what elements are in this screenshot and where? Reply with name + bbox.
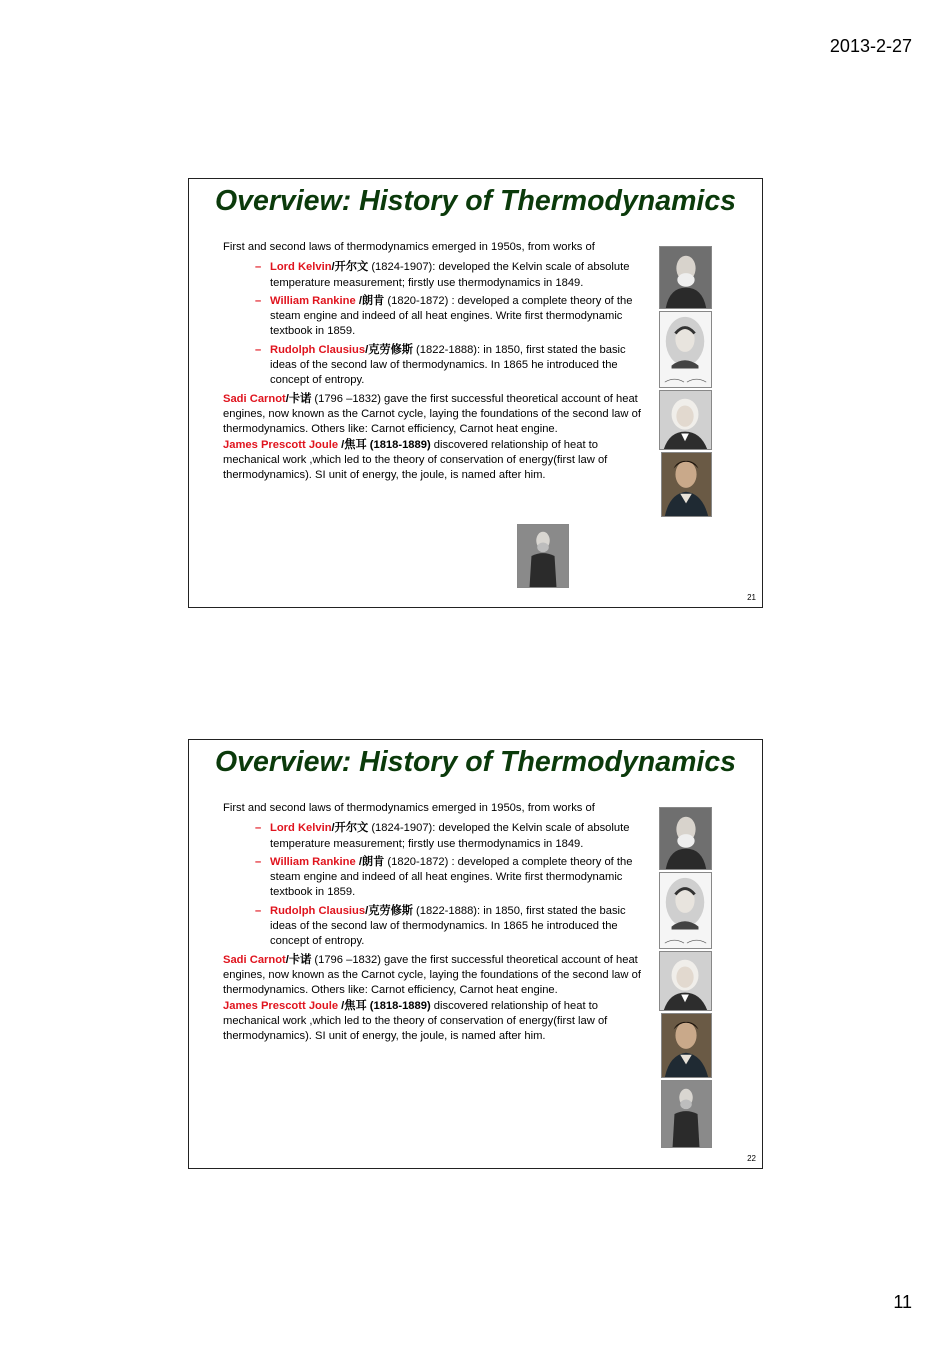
name-carnot: Sadi Carnot — [223, 953, 286, 966]
bullet-list — [223, 260, 643, 388]
name-kelvin: Lord Kelvin — [270, 822, 332, 835]
slide-21 — [188, 178, 763, 608]
name-clausius: Rudolph Clausius — [270, 343, 366, 356]
cn-name-kelvin: /开尔文 — [331, 261, 369, 274]
bullet-rankine — [223, 855, 643, 901]
slide-number: 22 — [747, 1154, 756, 1163]
page-date: 2013-2-27 — [829, 36, 912, 56]
bullet-rankine — [223, 294, 643, 340]
joule-years: (1818-1889) — [366, 438, 431, 451]
bullet-clausius — [223, 343, 643, 389]
portrait-clausius-image — [659, 390, 712, 450]
cn-name-kelvin: /开尔文 — [331, 822, 369, 835]
cn-name-carnot: /卡诺 — [285, 953, 312, 966]
slide-number: 21 — [747, 593, 756, 602]
joule-years: (1818-1889) — [366, 999, 431, 1012]
name-rankine: William Rankine — [270, 855, 359, 868]
slide-title: Overview: History of Thermodynamics — [214, 185, 737, 217]
portrait-carnot-image — [661, 452, 712, 517]
dash-bullet: – — [255, 343, 262, 356]
bullet-clausius — [223, 904, 643, 950]
name-joule: James Prescott Joule — [223, 999, 342, 1012]
joule-paragraph — [223, 438, 643, 484]
cn-name-carnot: /卡诺 — [285, 392, 312, 405]
portrait-rankine-image — [659, 872, 712, 949]
portrait-kelvin-image — [659, 807, 712, 870]
cn-name-joule: /焦耳 — [341, 438, 367, 451]
bullet-text: (1824-1907): developed the Kelvin scale of absolute temperature measurement; firstly use thermodynamics in 1849. — [270, 261, 630, 289]
slide-title: Overview: History of Thermodynamics — [214, 746, 737, 778]
slide-body — [223, 801, 643, 1044]
dash-bullet: – — [255, 822, 262, 835]
slide-22 — [188, 739, 763, 1169]
portrait-carnot-image — [661, 1013, 712, 1078]
slide-body — [223, 240, 643, 483]
joule-text: discovered relationship of heat to mechanical work ,which led to the theory of conservation of energy(first law of thermodynamics). SI unit of energy, the joule, is named after him. — [223, 999, 608, 1043]
name-kelvin: Lord Kelvin — [270, 261, 332, 274]
bullet-kelvin — [223, 260, 643, 291]
cn-name-rankine: /朗肯 — [358, 294, 385, 307]
cn-name-joule: /焦耳 — [341, 999, 367, 1012]
bullet-text: (1824-1907): developed the Kelvin scale of absolute temperature measurement; firstly use thermodynamics in 1849. — [270, 822, 630, 850]
cn-name-clausius: /克劳修斯 — [365, 904, 413, 917]
joule-paragraph — [223, 999, 643, 1045]
page-number: 11 — [893, 1292, 912, 1312]
name-clausius: Rudolph Clausius — [270, 904, 366, 917]
joule-text-tail: after him. — [495, 469, 546, 482]
portrait-kelvin-image — [659, 246, 712, 309]
dash-bullet: – — [255, 904, 262, 917]
carnot-paragraph — [223, 953, 643, 999]
bullet-text: (1822-1888): in 1850, first stated the basic ideas of the second law of thermodynamics. In 1865 he introduced the concept of entropy. — [270, 343, 626, 387]
intro-text: First and second laws of thermodynamics emerged in 1950s, from works of — [223, 802, 595, 814]
carnot-paragraph — [223, 392, 643, 438]
dash-bullet: – — [255, 261, 262, 274]
bullet-list — [223, 821, 643, 949]
joule-text-hidden: is named — [447, 469, 496, 482]
intro-text: First and second laws of thermodynamics emerged in 1950s, from works of — [223, 241, 595, 253]
bullet-text: (1822-1888): in 1850, first stated the basic ideas of the second law of thermodynamics. In 1865 he introduced the concept of entropy. — [270, 904, 626, 948]
name-carnot: Sadi Carnot — [223, 392, 286, 405]
joule-text: discovered relationship of heat to mechanical work ,which led to the theory of conservation of energy(first law of thermodynamics). SI unit of energy, the joule, — [223, 438, 608, 482]
bullet-kelvin — [223, 821, 643, 852]
name-joule: James Prescott Joule — [223, 438, 342, 451]
dash-bullet: – — [255, 294, 262, 307]
portrait-joule-image — [517, 524, 569, 588]
carnot-text: (1796 –1832) gave the first successful theoretical account of heat engines, now known as the Carnot cycle, laying the foundations of the second law of thermodynamics. Others like: Carnot efficiency, Carnot heat engine. — [223, 392, 641, 436]
portrait-clausius-image — [659, 951, 712, 1011]
bullet-text: (1820-1872) : developed a complete theory of the steam engine and indeed of all heat engines. Write first thermodynamic textbook in 1859. — [270, 855, 633, 899]
dash-bullet: – — [255, 855, 262, 868]
portrait-joule-image — [661, 1080, 712, 1148]
bullet-text: (1820-1872) : developed a complete theory of the steam engine and indeed of all heat engines. Write first thermodynamic textbook in 1859. — [270, 294, 633, 338]
name-rankine: William Rankine — [270, 294, 359, 307]
portrait-rankine-image — [659, 311, 712, 388]
cn-name-clausius: /克劳修斯 — [365, 343, 413, 356]
carnot-text: (1796 –1832) gave the first successful theoretical account of heat engines, now known as the Carnot cycle, laying the foundations of the second law of thermodynamics. Others like: Carnot efficiency, Carnot heat engine. — [223, 953, 641, 997]
cn-name-rankine: /朗肯 — [358, 855, 385, 868]
